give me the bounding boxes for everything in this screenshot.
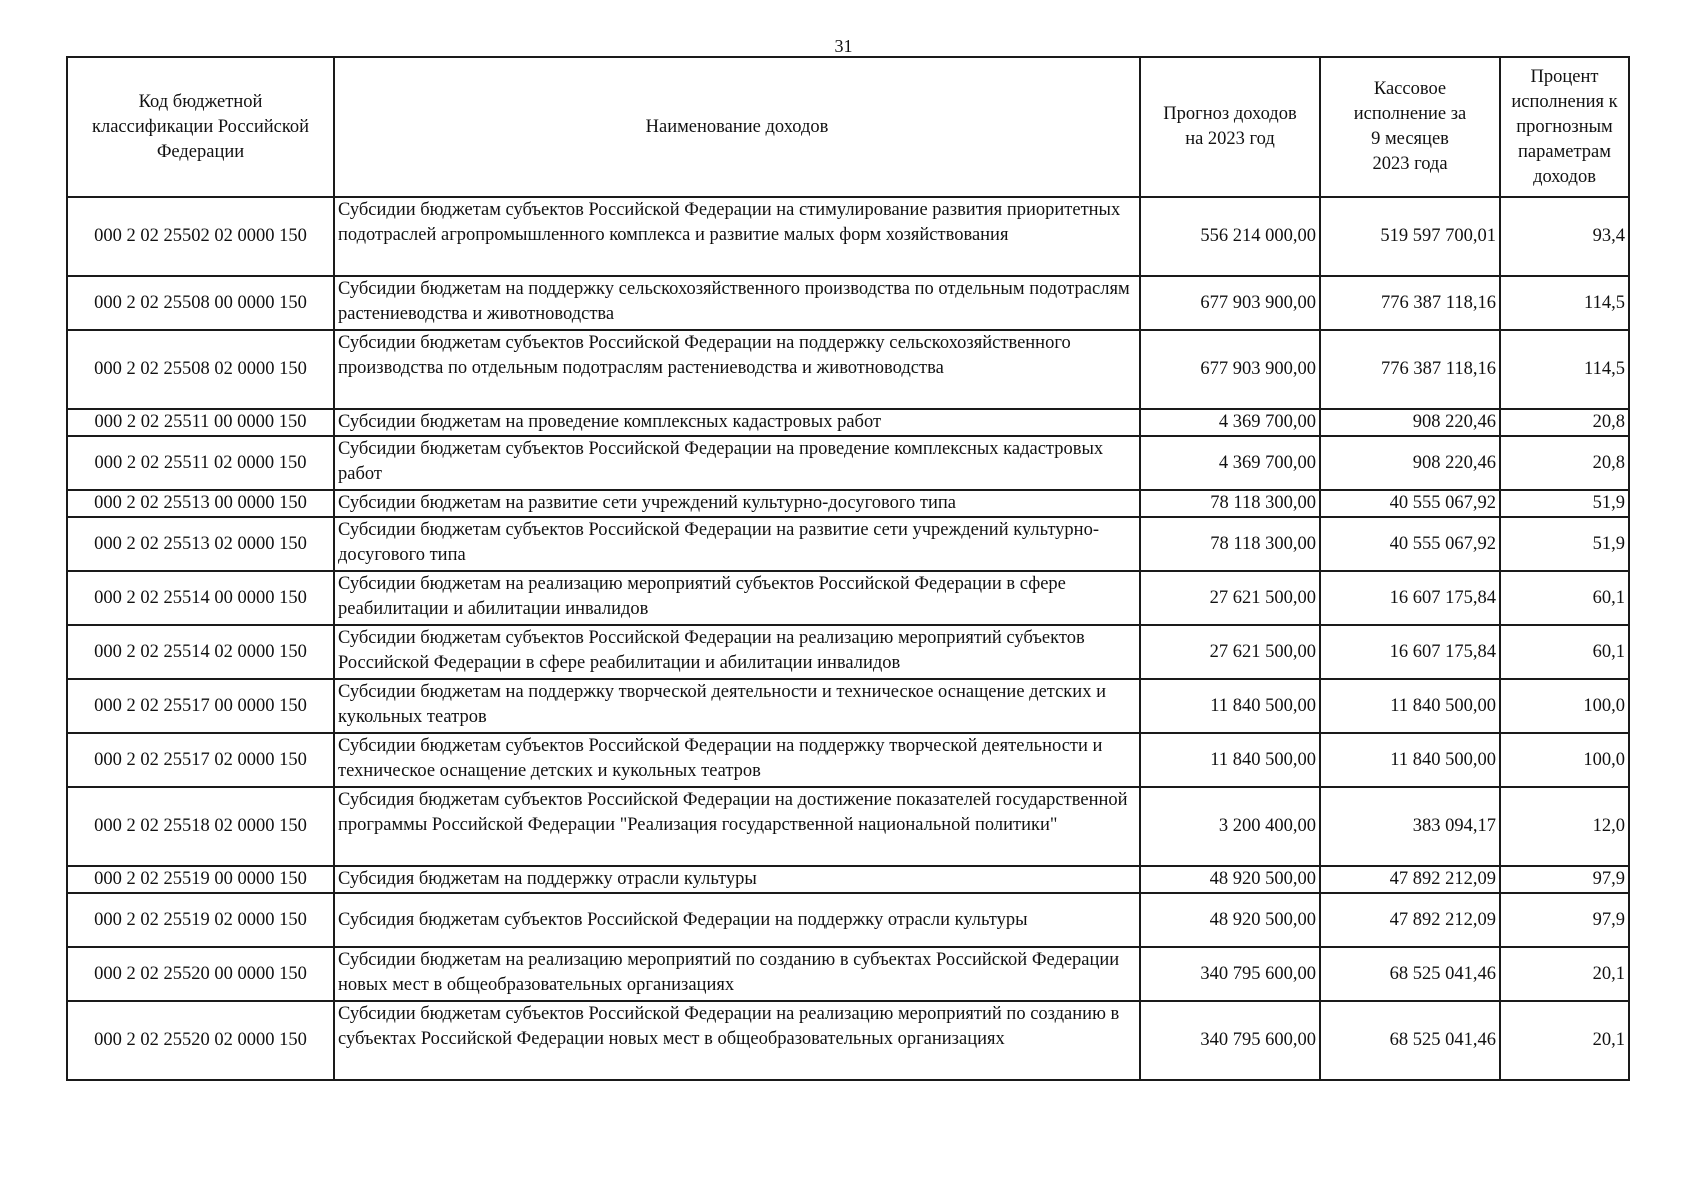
page-number: 31 [834,36,853,56]
cell-name: Субсидии бюджетам на проведение комплексных кадастровых работ [334,409,1140,436]
header-execution: Кассовое исполнение за 9 месяцев 2023 года [1320,57,1500,197]
cell-execution: 11 840 500,00 [1320,733,1500,787]
cell-forecast: 677 903 900,00 [1140,330,1320,409]
cell-execution: 47 892 212,09 [1320,893,1500,947]
cell-execution: 11 840 500,00 [1320,679,1500,733]
cell-percent: 20,8 [1500,436,1629,490]
revenue-table [66,56,1630,1081]
header-name: Наименование доходов [334,57,1140,197]
cell-code: 000 2 02 25517 02 0000 150 [67,733,334,787]
cell-percent: 20,1 [1500,947,1629,1001]
cell-code: 000 2 02 25519 00 0000 150 [67,866,334,893]
cell-forecast: 4 369 700,00 [1140,409,1320,436]
cell-name: Субсидия бюджетам на поддержку отрасли культуры [334,866,1140,893]
cell-code: 000 2 02 25517 00 0000 150 [67,679,334,733]
cell-forecast: 78 118 300,00 [1140,490,1320,517]
table-row [67,330,1629,409]
table-row [67,436,1629,490]
table-row [67,625,1629,679]
cell-code: 000 2 02 25508 02 0000 150 [67,330,334,409]
cell-forecast: 27 621 500,00 [1140,625,1320,679]
cell-code: 000 2 02 25511 02 0000 150 [67,436,334,490]
cell-forecast: 48 920 500,00 [1140,866,1320,893]
table-body [67,197,1629,1080]
cell-name: Субсидия бюджетам субъектов Российской Федерации на достижение показателей государственной программы Российской Федерации "Реализация государственной национальной политики" [334,787,1140,866]
cell-execution: 47 892 212,09 [1320,866,1500,893]
cell-percent: 60,1 [1500,571,1629,625]
cell-forecast: 677 903 900,00 [1140,276,1320,330]
cell-execution: 908 220,46 [1320,436,1500,490]
table-row [67,893,1629,947]
table-row [67,947,1629,1001]
cell-percent: 100,0 [1500,733,1629,787]
cell-execution: 40 555 067,92 [1320,490,1500,517]
table-row [67,787,1629,866]
cell-forecast: 340 795 600,00 [1140,947,1320,1001]
cell-percent: 12,0 [1500,787,1629,866]
cell-name: Субсидии бюджетам субъектов Российской Федерации на поддержку сельскохозяйственного производства по отдельным подотраслям растениеводства и животноводства [334,330,1140,409]
cell-forecast: 11 840 500,00 [1140,733,1320,787]
cell-code: 000 2 02 25514 02 0000 150 [67,625,334,679]
cell-forecast: 27 621 500,00 [1140,571,1320,625]
cell-code: 000 2 02 25518 02 0000 150 [67,787,334,866]
cell-percent: 20,1 [1500,1001,1629,1080]
cell-code: 000 2 02 25513 02 0000 150 [67,517,334,571]
cell-code: 000 2 02 25511 00 0000 150 [67,409,334,436]
header-forecast: Прогноз доходов на 2023 год [1140,57,1320,197]
cell-percent: 97,9 [1500,893,1629,947]
cell-percent: 114,5 [1500,330,1629,409]
cell-forecast: 340 795 600,00 [1140,1001,1320,1080]
cell-code: 000 2 02 25520 00 0000 150 [67,947,334,1001]
cell-code: 000 2 02 25508 00 0000 150 [67,276,334,330]
cell-name: Субсидии бюджетам субъектов Российской Федерации на реализацию мероприятий по созданию в субъектах Российской Федерации новых мест в общеобразовательных организациях [334,1001,1140,1080]
cell-forecast: 556 214 000,00 [1140,197,1320,276]
cell-percent: 114,5 [1500,276,1629,330]
table-row [67,276,1629,330]
cell-forecast: 11 840 500,00 [1140,679,1320,733]
table-row [67,866,1629,893]
cell-name: Субсидии бюджетам субъектов Российской Федерации на реализацию мероприятий субъектов Российской Федерации в сфере реабилитации и абилитации инвалидов [334,625,1140,679]
cell-name: Субсидии бюджетам на поддержку сельскохозяйственного производства по отдельным подотраслям растениеводства и животноводства [334,276,1140,330]
cell-execution: 68 525 041,46 [1320,1001,1500,1080]
cell-forecast: 48 920 500,00 [1140,893,1320,947]
cell-execution: 16 607 175,84 [1320,625,1500,679]
cell-percent: 60,1 [1500,625,1629,679]
cell-forecast: 4 369 700,00 [1140,436,1320,490]
table-row [67,490,1629,517]
cell-name: Субсидии бюджетам субъектов Российской Федерации на стимулирование развития приоритетных подотраслей агропромышленного комплекса и развитие малых форм хозяйствования [334,197,1140,276]
cell-execution: 383 094,17 [1320,787,1500,866]
table-row [67,409,1629,436]
cell-name: Субсидии бюджетам на реализацию мероприятий субъектов Российской Федерации в сфере реабилитации и абилитации инвалидов [334,571,1140,625]
cell-code: 000 2 02 25520 02 0000 150 [67,1001,334,1080]
cell-execution: 908 220,46 [1320,409,1500,436]
table-row [67,517,1629,571]
cell-execution: 40 555 067,92 [1320,517,1500,571]
cell-percent: 20,8 [1500,409,1629,436]
cell-percent: 97,9 [1500,866,1629,893]
cell-name: Субсидия бюджетам субъектов Российской Федерации на поддержку отрасли культуры [334,893,1140,947]
cell-execution: 68 525 041,46 [1320,947,1500,1001]
cell-name: Субсидии бюджетам субъектов Российской Федерации на развитие сети учреждений культурно-досугового типа [334,517,1140,571]
header-percent: Процент исполнения к прогнозным параметрам доходов [1500,57,1629,197]
cell-name: Субсидии бюджетам субъектов Российской Федерации на поддержку творческой деятельности и техническое оснащение детских и кукольных театров [334,733,1140,787]
header-code: Код бюджетной классификации Российской Федерации [67,57,334,197]
table-header-row [67,57,1629,197]
table-row [67,571,1629,625]
cell-percent: 51,9 [1500,490,1629,517]
table-row [67,733,1629,787]
cell-percent: 93,4 [1500,197,1629,276]
cell-code: 000 2 02 25513 00 0000 150 [67,490,334,517]
cell-forecast: 3 200 400,00 [1140,787,1320,866]
cell-name: Субсидии бюджетам субъектов Российской Федерации на проведение комплексных кадастровых работ [334,436,1140,490]
cell-execution: 776 387 118,16 [1320,276,1500,330]
cell-code: 000 2 02 25514 00 0000 150 [67,571,334,625]
cell-code: 000 2 02 25502 02 0000 150 [67,197,334,276]
cell-name: Субсидии бюджетам на реализацию мероприятий по созданию в субъектах Российской Федерации новых мест в общеобразовательных организациях [334,947,1140,1001]
cell-execution: 776 387 118,16 [1320,330,1500,409]
table-row [67,679,1629,733]
cell-code: 000 2 02 25519 02 0000 150 [67,893,334,947]
cell-name: Субсидии бюджетам на поддержку творческой деятельности и техническое оснащение детских и кукольных театров [334,679,1140,733]
table-row [67,1001,1629,1080]
table-row [67,197,1629,276]
cell-percent: 51,9 [1500,517,1629,571]
cell-forecast: 78 118 300,00 [1140,517,1320,571]
cell-execution: 519 597 700,01 [1320,197,1500,276]
cell-name: Субсидии бюджетам на развитие сети учреждений культурно-досугового типа [334,490,1140,517]
cell-percent: 100,0 [1500,679,1629,733]
cell-execution: 16 607 175,84 [1320,571,1500,625]
